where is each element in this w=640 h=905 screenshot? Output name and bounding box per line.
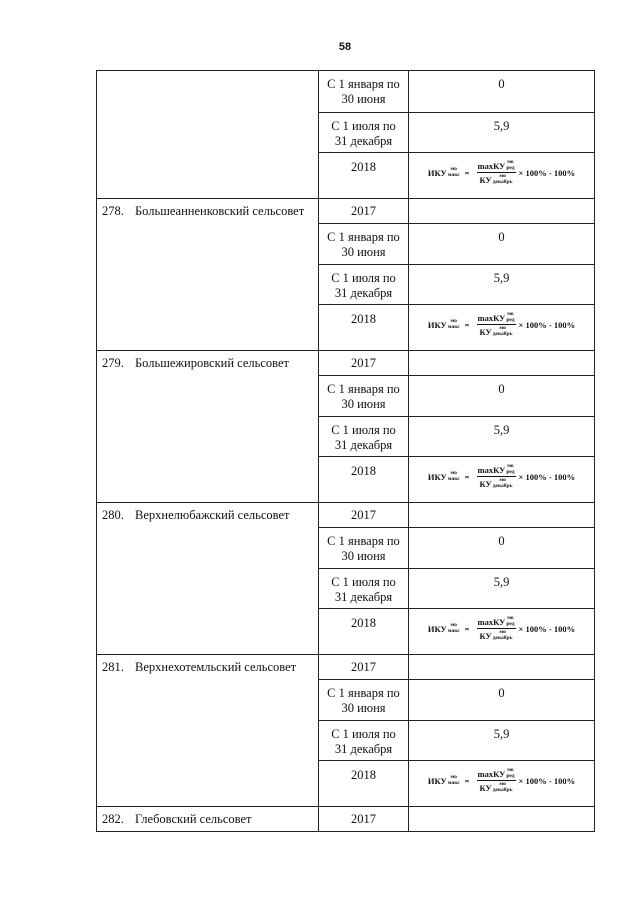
period-cell [319,721,409,761]
formula-denominator [480,477,513,489]
table-row [97,71,595,113]
formula-lhs: ИКУ [427,471,447,482]
formula-equals: = [464,167,470,178]
tariff-table [96,70,595,832]
year-cell: 2017 [319,199,409,224]
period-line: С 1 июля по [331,271,396,285]
formula-lhs-sub: макс [447,779,460,786]
value-cell: 5,9 [409,721,595,761]
formula [428,160,575,185]
formula-lhs-sup: мо [450,622,457,628]
formula-num-term: maxКУ [477,616,506,627]
value-cell [409,199,595,224]
formula-tail: × 100% - 100% [518,167,576,178]
period-line: С 1 января по [327,230,400,244]
formula-equals: = [464,319,470,330]
value-cell: 5,9 [409,113,595,153]
table-row [97,351,595,376]
formula-den-scripts [493,630,513,641]
formula-numerator [477,312,516,325]
period-line: С 1 января по [327,382,400,396]
value-cell: 5,9 [409,417,595,457]
formula-num-sup: мо [507,311,514,317]
formula-num-scripts [506,312,514,323]
formula-lhs-sup: мо [450,470,457,476]
period-cell [319,569,409,609]
year-cell: 2018 [319,609,409,655]
value-cell: 0 [409,224,595,265]
table-row [97,503,595,528]
formula [428,464,575,489]
period-cell [319,113,409,153]
period-line: С 1 января по [327,77,400,91]
formula-num-sub: ред [506,772,515,779]
formula-den-sup: мо [499,629,506,635]
formula-den-term: КУ [479,478,492,489]
municipality-cell [97,71,319,199]
formula-num-scripts [506,464,514,475]
formula-num-term: maxКУ [477,312,506,323]
period-line: С 1 июля по [331,575,396,589]
formula-den-term: КУ [479,326,492,337]
year-cell: 2018 [319,761,409,807]
formula-den-sup: мо [499,173,506,179]
period-cell [319,376,409,417]
formula-num-sup: мо [507,159,514,165]
formula-fraction [477,312,516,337]
year-cell: 2018 [319,305,409,351]
formula-den-sup: мо [499,477,506,483]
formula-num-sup: мо [507,767,514,773]
formula-lhs: ИКУ [427,319,447,330]
formula [428,768,575,793]
municipality-cell [97,807,319,832]
municipality-number: 280. [102,508,124,522]
formula-tail: × 100% - 100% [518,623,576,634]
municipality-number: 281. [102,660,124,674]
municipality-name: Большеанненковский сельсовет [135,204,305,218]
formula-num-sub: ред [506,620,515,627]
formula-den-term: КУ [479,630,492,641]
formula [428,616,575,641]
table-row [97,199,595,224]
period-line: С 1 июля по [331,423,396,437]
formula-num-scripts [506,768,514,779]
formula-fraction [477,464,516,489]
formula-lhs-sup: мо [450,318,457,324]
municipality-name: Верхнелюбажский сельсовет [135,508,290,522]
formula-den-scripts [493,782,513,793]
period-line: С 1 июля по [331,727,396,741]
formula-lhs: ИКУ [427,167,447,178]
formula-den-sub: декабрь [492,786,513,793]
municipality-cell [97,199,319,351]
formula-num-term: maxКУ [477,768,506,779]
formula-lhs-scripts [448,775,460,786]
period-line: 31 декабря [334,438,393,452]
value-cell: 5,9 [409,569,595,609]
formula-fraction [477,616,516,641]
value-cell: 0 [409,528,595,569]
formula-tail: × 100% - 100% [518,319,576,330]
formula-den-term: КУ [479,782,492,793]
formula-num-sub: ред [506,468,515,475]
formula-lhs-sub: макс [447,627,460,634]
municipality-name: Большежировский сельсовет [135,356,289,370]
formula-lhs-sub: макс [447,171,460,178]
formula-lhs-scripts [448,167,460,178]
formula-lhs-sup: мо [450,166,457,172]
formula-den-sub: декабрь [492,178,513,185]
formula-cell [409,609,595,655]
period-line: 30 июня [341,245,386,259]
year-cell: 2017 [319,655,409,680]
municipality-cell [97,351,319,503]
value-cell [409,655,595,680]
value-cell [409,351,595,376]
formula-lhs-sup: мо [450,774,457,780]
value-cell: 0 [409,680,595,721]
period-line: С 1 января по [327,686,400,700]
formula-fraction [477,768,516,793]
formula-num-scripts [506,160,514,171]
period-line: 30 июня [341,549,386,563]
formula-den-scripts [493,174,513,185]
year-cell: 2018 [319,457,409,503]
period-cell [319,417,409,457]
formula-num-term: maxКУ [477,160,506,171]
value-cell [409,503,595,528]
municipality-number: 279. [102,356,124,370]
period-cell [319,265,409,305]
year-cell: 2017 [319,503,409,528]
formula-den-scripts [493,478,513,489]
period-cell [319,71,409,113]
year-cell: 2017 [319,351,409,376]
period-line: 31 декабря [334,286,393,300]
formula-cell [409,457,595,503]
value-cell: 0 [409,71,595,113]
formula-denominator [480,781,513,793]
formula-den-sup: мо [499,325,506,331]
formula-den-sub: декабрь [492,634,513,641]
formula-denominator [480,325,513,337]
formula-lhs: ИКУ [427,623,447,634]
formula-cell [409,153,595,199]
period-cell [319,680,409,721]
formula-den-sub: декабрь [492,482,513,489]
formula-equals: = [464,775,470,786]
formula-tail: × 100% - 100% [518,471,576,482]
formula-den-term: КУ [479,174,492,185]
municipality-number: 282. [102,812,124,826]
formula-num-scripts [506,616,514,627]
year-cell: 2017 [319,807,409,832]
period-line: 30 июня [341,92,386,106]
value-cell [409,807,595,832]
formula-equals: = [464,623,470,634]
formula-den-sub: декабрь [492,330,513,337]
period-line: 31 декабря [334,134,393,148]
formula-cell [409,761,595,807]
formula-den-scripts [493,326,513,337]
formula-fraction [477,160,516,185]
table-row [97,655,595,680]
formula-numerator [477,616,516,629]
formula-lhs-scripts [448,471,460,482]
formula-denominator [480,629,513,641]
formula-lhs-sub: макс [447,323,460,330]
formula-lhs: ИКУ [427,775,447,786]
period-line: С 1 июля по [331,119,396,133]
formula-num-sup: мо [507,463,514,469]
formula-num-sup: мо [507,615,514,621]
formula-lhs-scripts [448,623,460,634]
formula-denominator [480,173,513,185]
value-cell: 0 [409,376,595,417]
municipality-number: 278. [102,204,124,218]
formula-num-term: maxКУ [477,464,506,475]
formula-den-sup: мо [499,781,506,787]
formula [428,312,575,337]
formula-cell [409,305,595,351]
value-cell: 5,9 [409,265,595,305]
formula-lhs-scripts [448,319,460,330]
page-number: 58 [338,41,352,53]
year-cell: 2018 [319,153,409,199]
period-line: 30 июня [341,701,386,715]
municipality-cell [97,503,319,655]
period-line: 30 июня [341,397,386,411]
formula-numerator [477,768,516,781]
formula-lhs-sub: макс [447,475,460,482]
formula-equals: = [464,471,470,482]
period-cell [319,224,409,265]
period-cell [319,528,409,569]
table-row [97,807,595,832]
municipality-name: Глебовский сельсовет [135,812,252,826]
formula-tail: × 100% - 100% [518,775,576,786]
municipality-cell [97,655,319,807]
formula-num-sub: ред [506,164,515,171]
formula-numerator [477,160,516,173]
formula-num-sub: ред [506,316,515,323]
period-line: 31 декабря [334,590,393,604]
formula-numerator [477,464,516,477]
period-line: 31 декабря [334,742,393,756]
period-line: С 1 января по [327,534,400,548]
municipality-name: Верхнехотемльский сельсовет [135,660,297,674]
